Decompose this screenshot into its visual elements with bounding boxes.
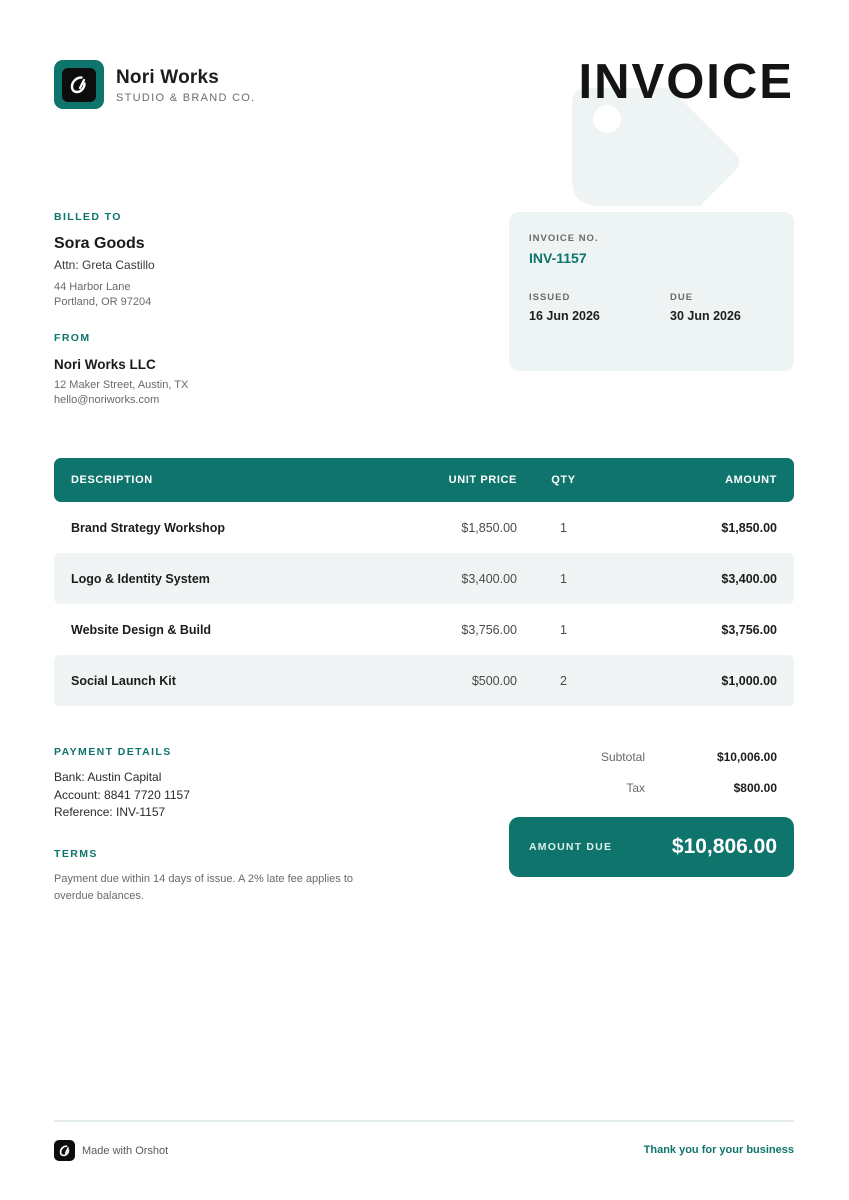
subtotal-value: $10,006.00	[716, 749, 777, 764]
row-description: Logo & Identity System	[71, 571, 210, 586]
subtotal-label: Subtotal	[600, 749, 645, 764]
row-description: Social Launch Kit	[71, 673, 176, 688]
invoice-meta-card	[509, 212, 794, 371]
table-row	[54, 604, 794, 655]
billed-to-label: BILLED TO	[54, 211, 122, 223]
issued-date: 16 Jun 2026	[529, 309, 600, 323]
payment-reference: Reference: INV-1157	[54, 805, 166, 819]
orshot-mini-logo-icon	[54, 1140, 75, 1161]
row-description: Brand Strategy Workshop	[71, 520, 225, 535]
tax-label: Tax	[626, 780, 645, 795]
from-label: FROM	[54, 332, 91, 344]
row-amount: $3,400.00	[721, 571, 777, 586]
brand-subtitle: STUDIO & BRAND CO.	[116, 91, 256, 104]
line-items-table	[54, 458, 794, 706]
tax-row	[509, 777, 794, 798]
header-qty: QTY	[551, 474, 576, 486]
due-date: 30 Jun 2026	[670, 309, 741, 323]
brand-logo	[54, 60, 104, 109]
billed-to-name: Sora Goods	[54, 235, 145, 252]
row-qty: 1	[560, 520, 567, 535]
payment-details-label: PAYMENT DETAILS	[54, 746, 172, 758]
made-with-text: Made with Orshot	[82, 1144, 169, 1157]
amount-due-value: $10,806.00	[671, 835, 777, 858]
header-description: DESCRIPTION	[71, 474, 153, 486]
row-qty: 1	[560, 571, 567, 586]
header-unit-price: UNIT PRICE	[448, 474, 517, 486]
invoice-number-label: INVOICE NO.	[529, 233, 599, 244]
brand-block	[54, 60, 256, 109]
orshot-logo-icon	[62, 68, 96, 102]
table-row	[54, 502, 794, 553]
due-label: DUE	[670, 292, 694, 303]
row-qty: 1	[560, 622, 567, 637]
subtotal-row	[509, 746, 794, 767]
invoice-title: INVOICE	[578, 55, 794, 109]
row-amount: $1,850.00	[721, 520, 777, 535]
billed-to-address-line2: Portland, OR 97204	[54, 296, 152, 308]
payment-details-section	[54, 746, 434, 822]
table-row	[54, 553, 794, 604]
invoice-number: INV-1157	[529, 250, 587, 266]
tax-value: $800.00	[733, 780, 777, 795]
billed-to-section	[54, 211, 434, 310]
row-amount: $1,000.00	[721, 673, 777, 688]
terms-text: Payment due within 14 days of issue. A 2% late fee applies to overdue balances.	[54, 873, 354, 902]
from-section	[54, 332, 434, 408]
amount-due-box	[509, 817, 794, 877]
row-qty: 2	[560, 673, 567, 688]
row-unit-price: $3,756.00	[461, 622, 517, 637]
footer-made-with[interactable]	[54, 1140, 168, 1161]
amount-due-label: AMOUNT DUE	[529, 841, 613, 853]
payment-account: Account: 8841 7720 1157	[54, 787, 190, 802]
footer-divider	[54, 1120, 794, 1122]
row-amount: $3,756.00	[721, 622, 777, 637]
table-row	[54, 655, 794, 706]
table-header	[54, 458, 794, 502]
billed-to-address-line1: 44 Harbor Lane	[54, 281, 131, 293]
issued-label: ISSUED	[529, 292, 571, 303]
brand-name: Nori Works	[116, 66, 220, 88]
from-name: Nori Works LLC	[54, 357, 156, 372]
row-unit-price: $500.00	[471, 673, 517, 688]
row-description: Website Design & Build	[71, 622, 212, 637]
thank-you-text: Thank you for your business	[643, 1144, 794, 1156]
payment-bank: Bank: Austin Capital	[54, 770, 162, 784]
terms-label: TERMS	[54, 848, 98, 860]
from-email: hello@noriworks.com	[54, 394, 160, 406]
row-unit-price: $1,850.00	[461, 520, 517, 535]
from-address: 12 Maker Street, Austin, TX	[54, 379, 189, 391]
header-amount: AMOUNT	[725, 474, 777, 486]
row-unit-price: $3,400.00	[461, 571, 517, 586]
terms-section	[54, 848, 394, 905]
totals-section	[509, 746, 794, 808]
billed-to-attn: Attn: Greta Castillo	[54, 258, 155, 272]
